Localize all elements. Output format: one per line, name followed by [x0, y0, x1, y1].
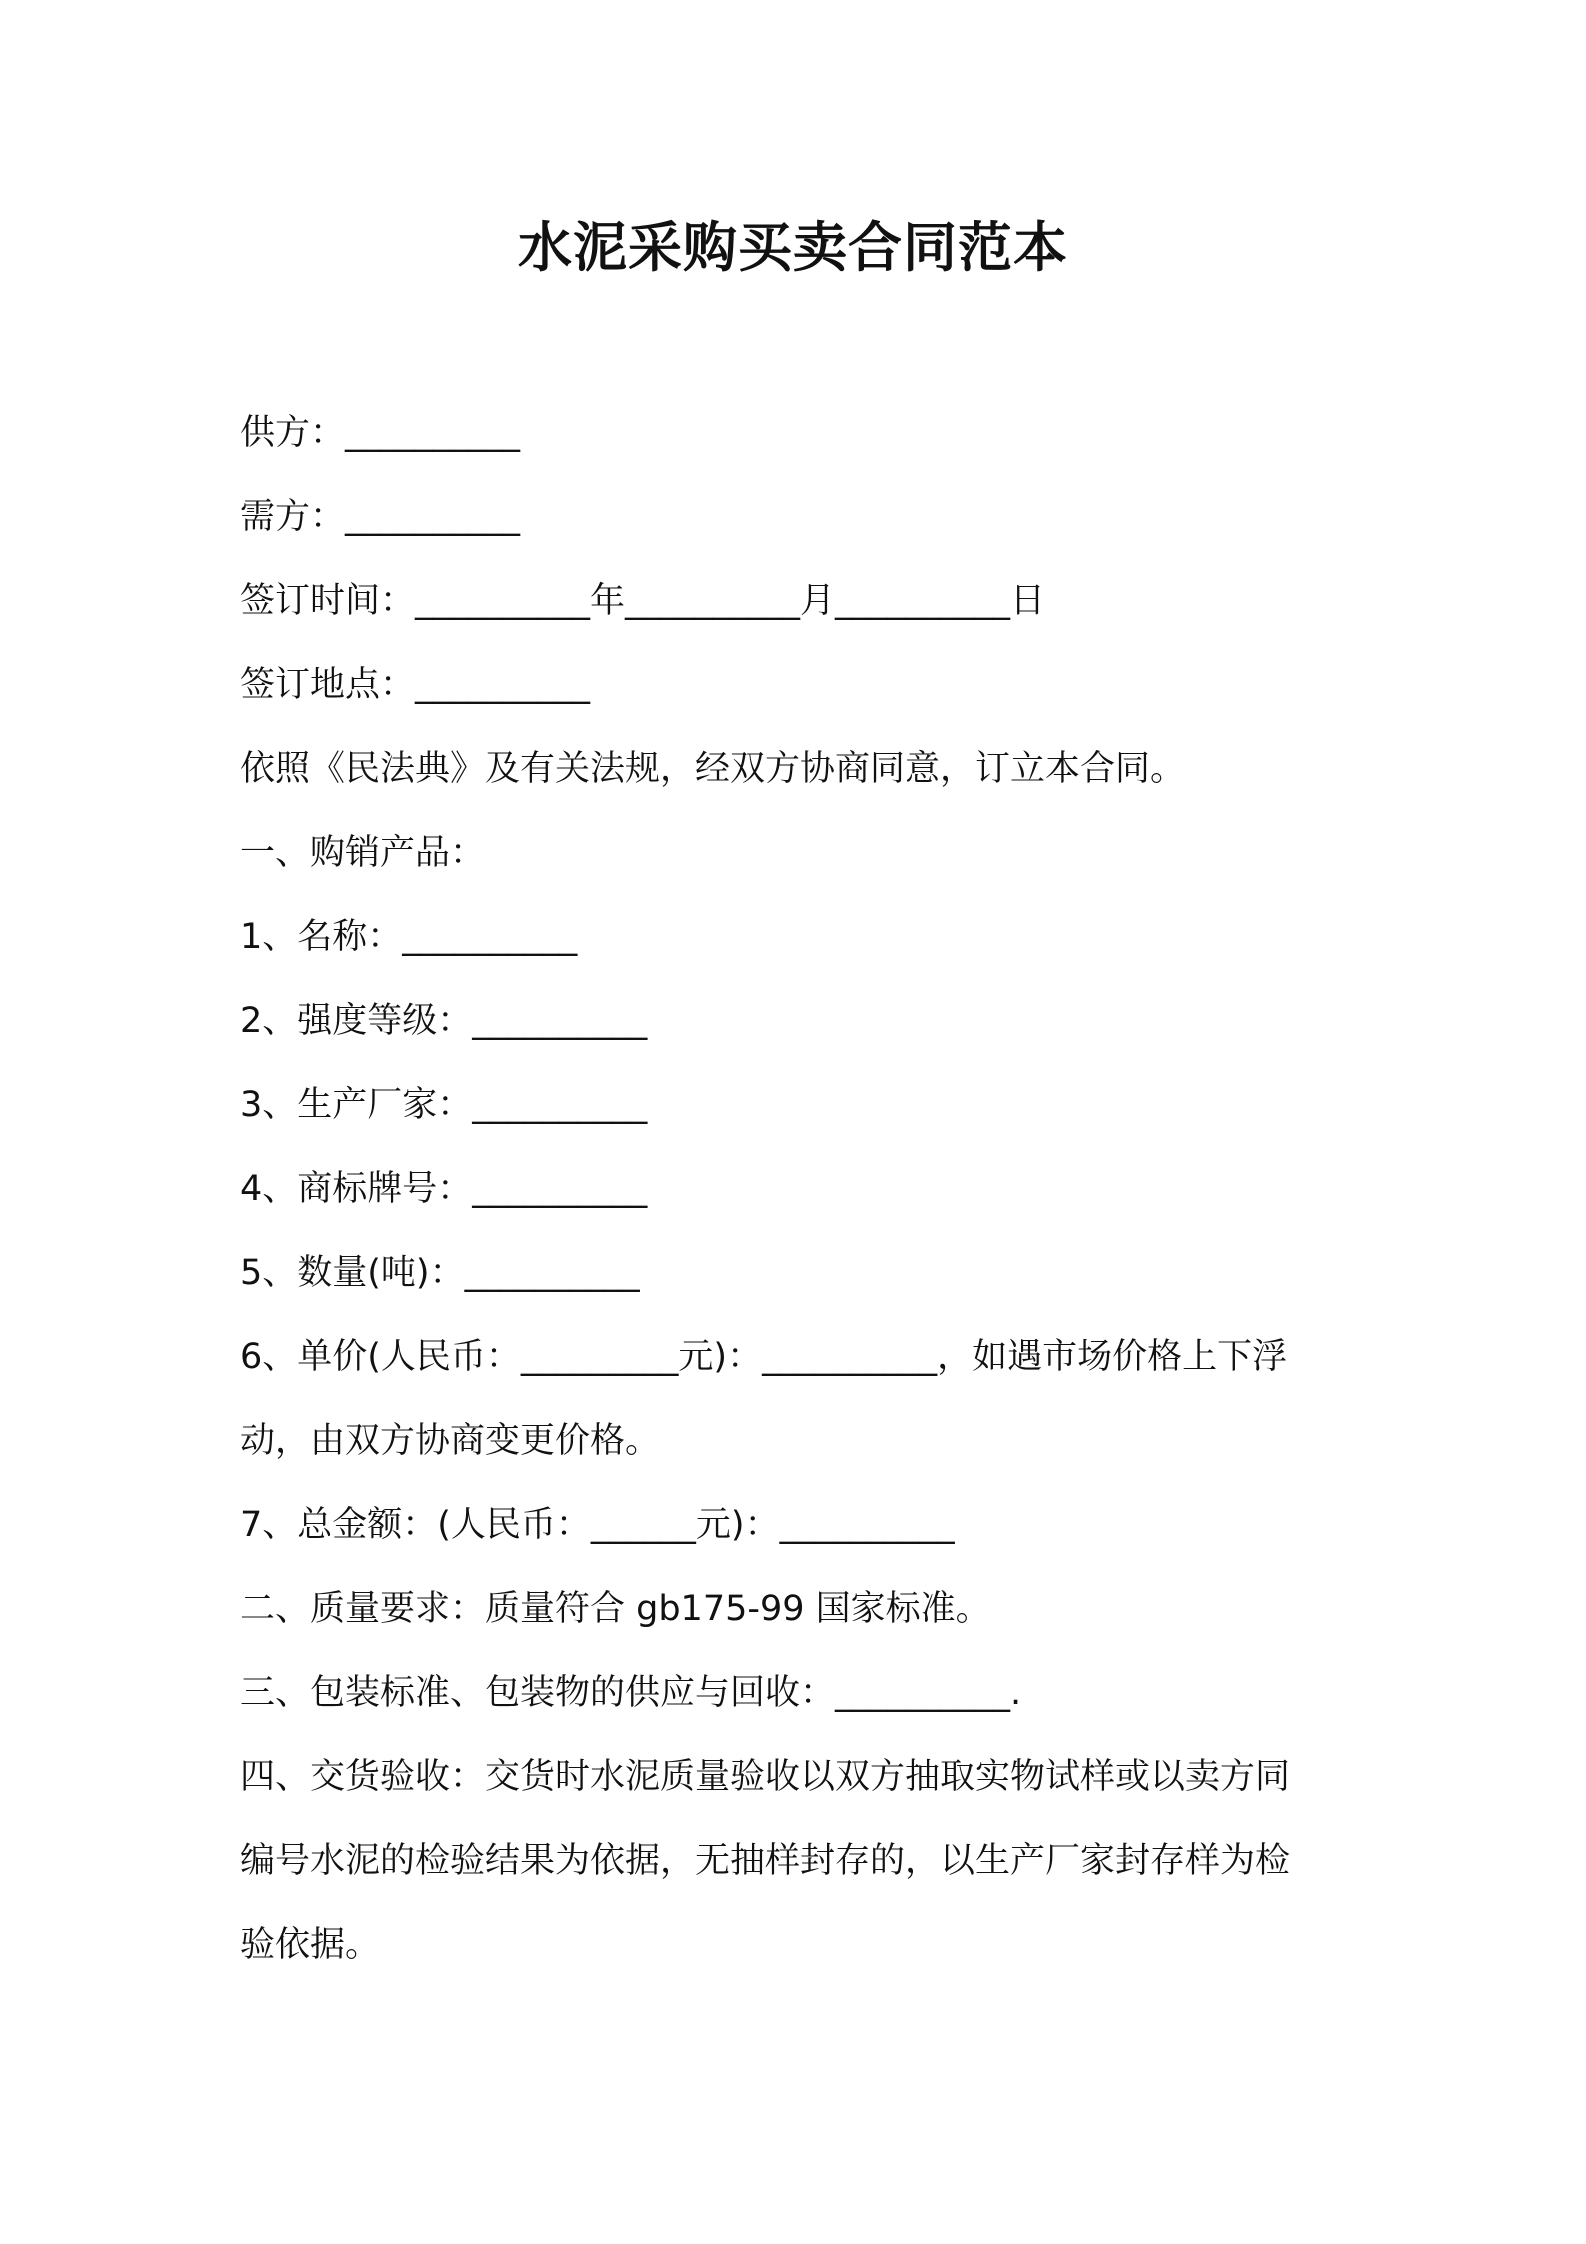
- delivery-acceptance-line-2: 编号水泥的检验结果为依据，无抽样封存的，以生产厂家封存样为检: [240, 1841, 1291, 1881]
- total-amount-line: 7、总金额：(人民币：______元)：__________: [240, 1505, 955, 1545]
- section-heading-products: 一、购销产品：: [240, 833, 486, 873]
- quality-requirement-line: 二、质量要求：质量符合 gb175-99 国家标准。: [240, 1589, 991, 1629]
- page-title: 水泥采购买卖合同范本: [518, 216, 1068, 279]
- supplier-line: 供方：__________: [240, 413, 521, 453]
- signing-date-line: 签订时间：__________年__________月__________日: [240, 581, 1046, 621]
- packaging-line: 三、包装标准、包装物的供应与回收：__________.: [240, 1673, 1022, 1713]
- manufacturer-line: 3、生产厂家：__________: [240, 1085, 648, 1125]
- trademark-line: 4、商标牌号：__________: [240, 1169, 648, 1209]
- quantity-line: 5、数量(吨)：__________: [240, 1253, 640, 1293]
- unit-price-line: 6、单价(人民币：_________元)：__________，如遇市场价格上下浮: [240, 1337, 1288, 1377]
- buyer-line: 需方：__________: [240, 497, 521, 537]
- unit-price-line-continued: 动，由双方协商变更价格。: [240, 1421, 661, 1461]
- product-name-line: 1、名称：__________: [240, 917, 578, 957]
- delivery-acceptance-line-3: 验依据。: [240, 1925, 381, 1965]
- signing-place-line: 签订地点：__________: [240, 665, 591, 705]
- delivery-acceptance-line: 四、交货验收：交货时水泥质量验收以双方抽取实物试样或以卖方同: [240, 1757, 1291, 1797]
- strength-grade-line: 2、强度等级：__________: [240, 1001, 648, 1041]
- preamble-paragraph: 依照《民法典》及有关法规，经双方协商同意，订立本合同。: [240, 749, 1186, 789]
